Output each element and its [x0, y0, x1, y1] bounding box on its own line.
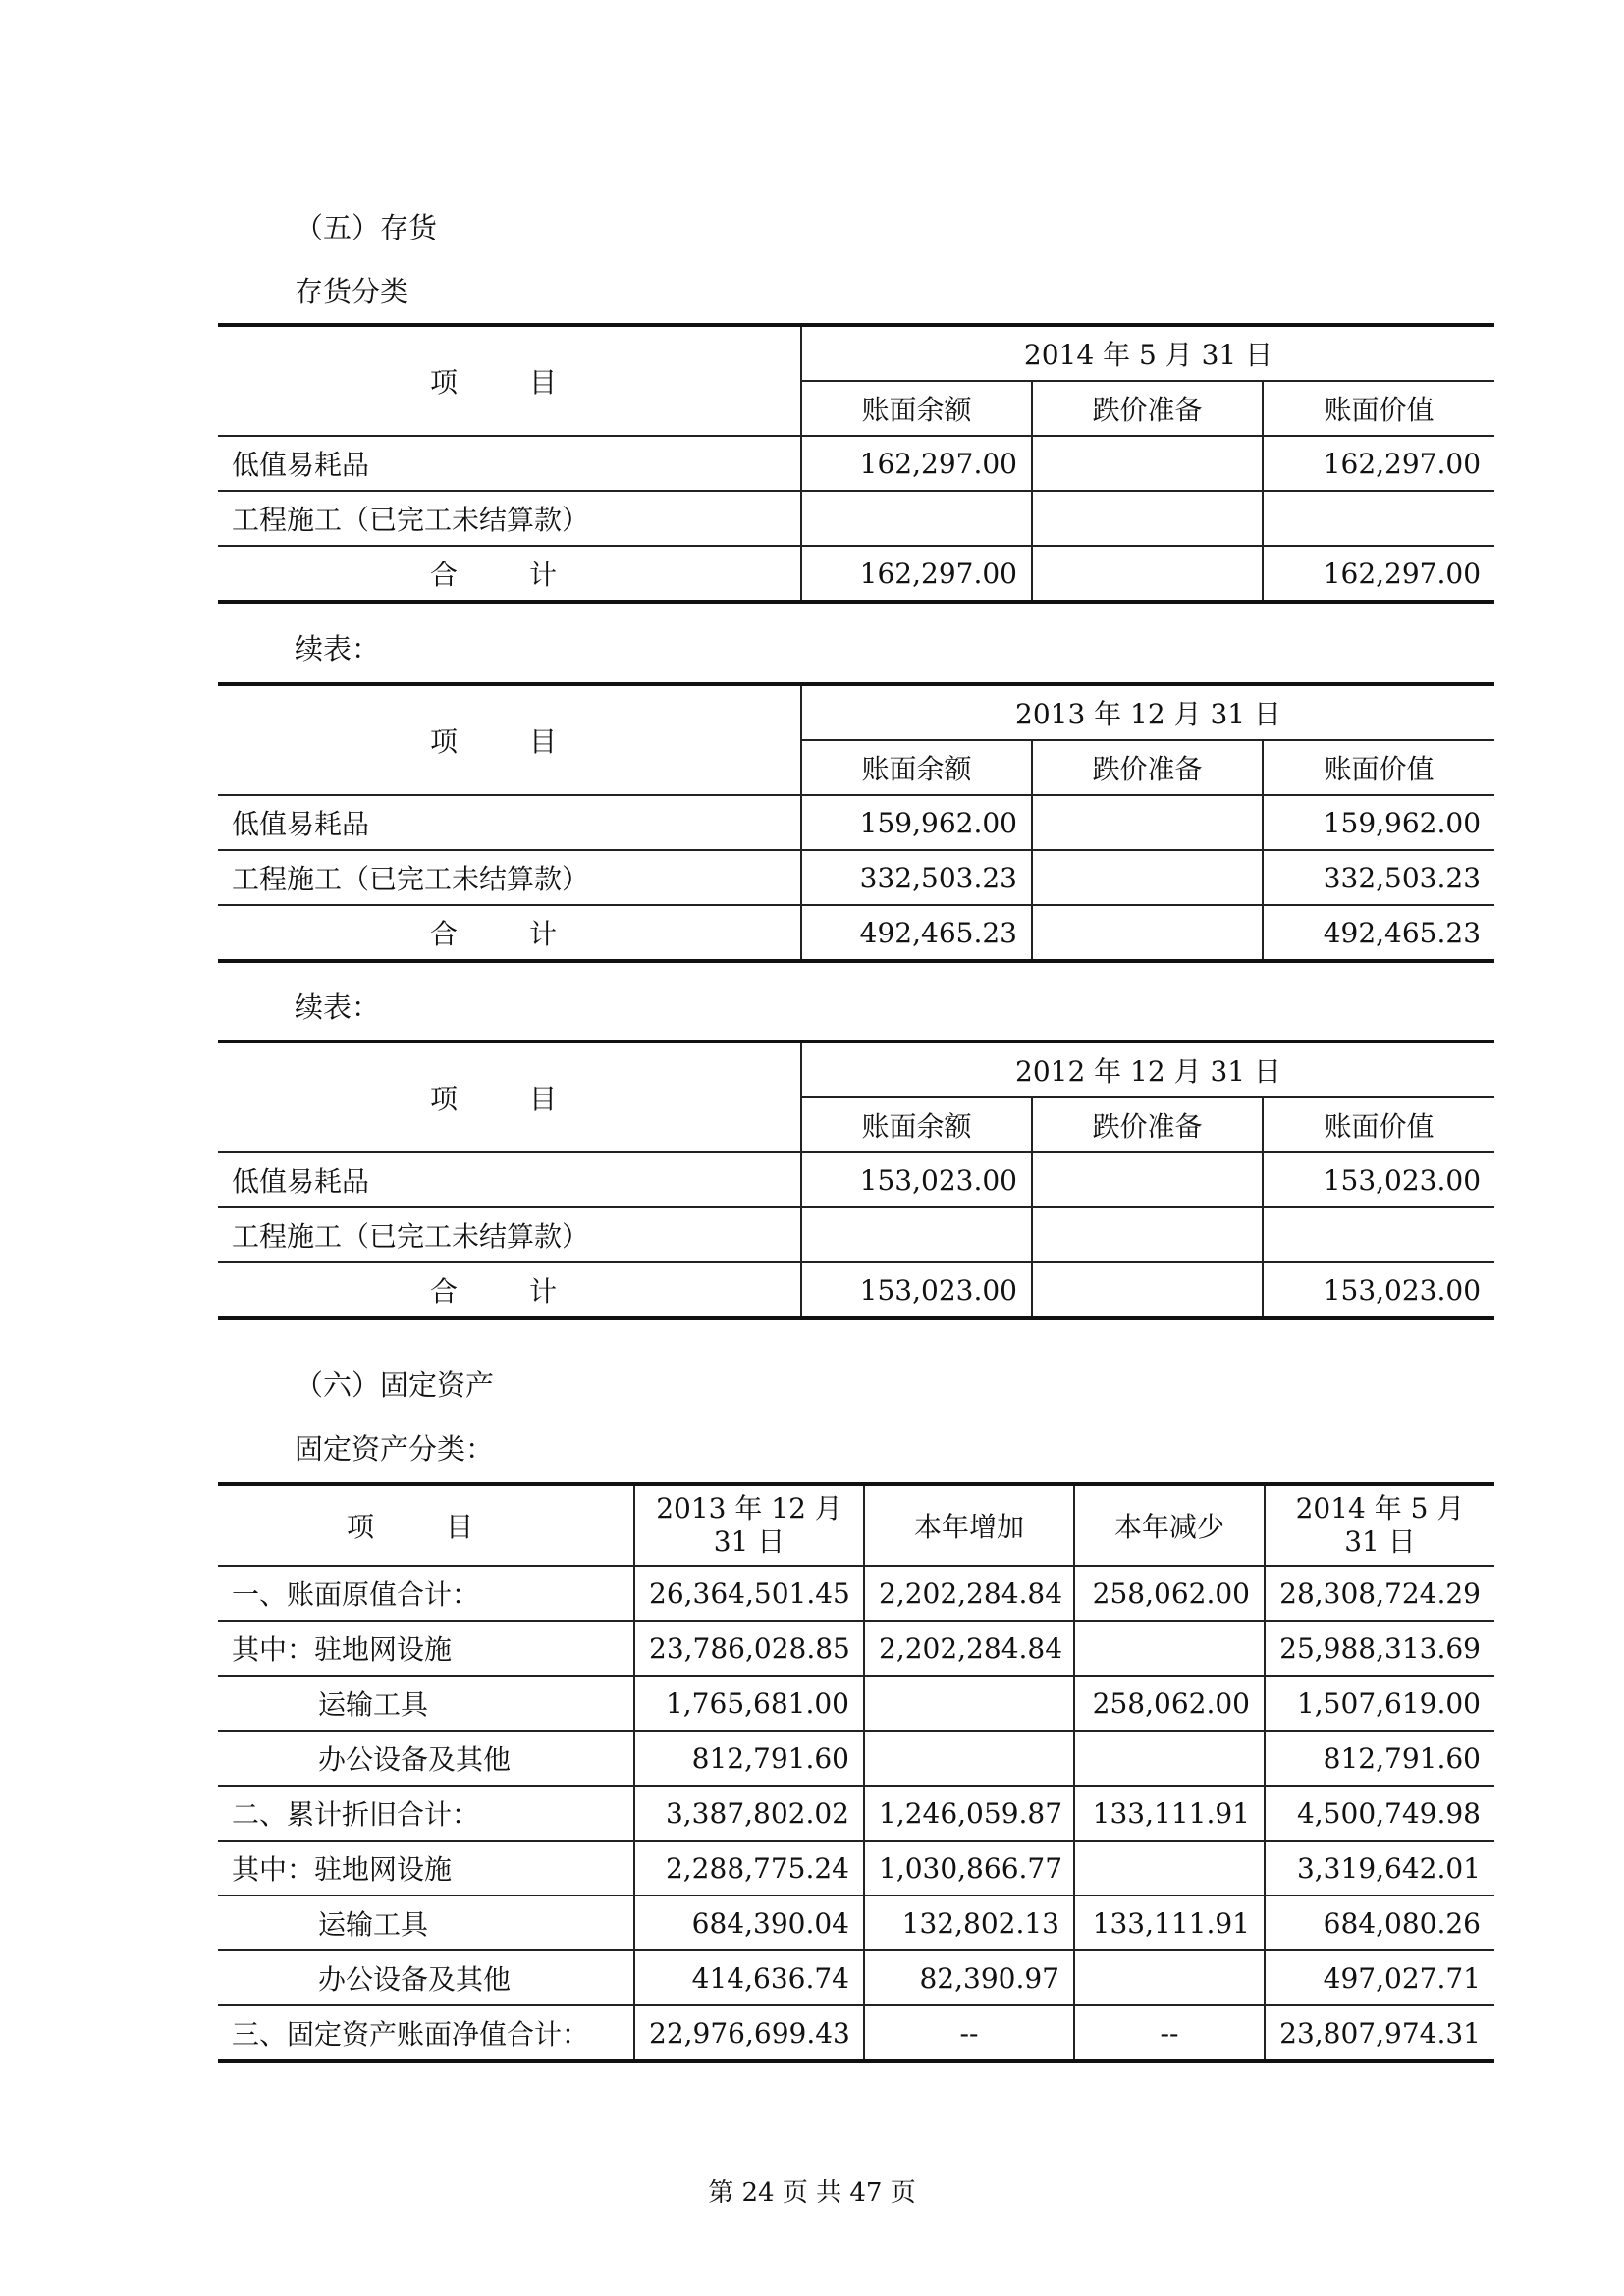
header-item: 项 目: [218, 1484, 634, 1566]
header-item: 项 目: [218, 325, 801, 436]
header-decrease: 本年减少: [1074, 1484, 1265, 1566]
inventory-table-2012: [218, 1040, 1494, 1320]
inventory-table-2014: [218, 323, 1494, 604]
subheading-fixed-assets-classification: 固定资产分类：: [295, 1432, 495, 1466]
header-start-date: 2013 年 12 月 31 日: [634, 1484, 864, 1566]
header-item: 项 目: [218, 684, 801, 795]
table-row: 其中：驻地网设施 23,786,028.85 2,202,284.84 25,988,313.69: [218, 1621, 1494, 1676]
table-row: 办公设备及其他 414,636.74 82,390.97 497,027.71: [218, 1950, 1494, 2005]
table-row: 工程施工（已完工未结算款）: [218, 491, 1494, 546]
header-end-date: 2014 年 5 月 31 日: [1265, 1484, 1494, 1566]
inventory-table-2013: [218, 682, 1494, 963]
header-provision: 跌价准备: [1032, 740, 1263, 795]
table-row: 其中：驻地网设施 2,288,775.24 1,030,866.77 3,319,642.01: [218, 1841, 1494, 1896]
header-balance: 账面余额: [801, 381, 1032, 436]
total-row: 合 计 153,023.00 153,023.00: [218, 1262, 1494, 1318]
table-row: 三、固定资产账面净值合计： 22,976,699.43 -- -- 23,807,974.31: [218, 2005, 1494, 2061]
table-row: 工程施工（已完工未结算款） 332,503.23 332,503.23: [218, 850, 1494, 905]
header-provision: 跌价准备: [1032, 1097, 1263, 1152]
header-value: 账面价值: [1263, 381, 1494, 436]
total-row: 合 计 492,465.23 492,465.23: [218, 905, 1494, 961]
table-row: 运输工具 1,765,681.00 258,062.00 1,507,619.00: [218, 1676, 1494, 1731]
section-heading-inventory: （五）存货: [295, 211, 438, 244]
fixed-assets-table: [218, 1482, 1494, 2063]
table-row: 低值易耗品 159,962.00 159,962.00: [218, 795, 1494, 850]
header-date: 2012 年 12 月 31 日: [801, 1041, 1494, 1097]
table-row: 二、累计折旧合计： 3,387,802.02 1,246,059.87 133,111.91 4,500,749.98: [218, 1786, 1494, 1841]
header-balance: 账面余额: [801, 1097, 1032, 1152]
header-date: 2013 年 12 月 31 日: [801, 684, 1494, 740]
table-row: 低值易耗品 162,297.00 162,297.00: [218, 436, 1494, 491]
header-date: 2014 年 5 月 31 日: [801, 325, 1494, 381]
table-row: 工程施工（已完工未结算款）: [218, 1207, 1494, 1262]
header-value: 账面价值: [1263, 740, 1494, 795]
header-balance: 账面余额: [801, 740, 1032, 795]
header-provision: 跌价准备: [1032, 381, 1263, 436]
table-row: 一、账面原值合计： 26,364,501.45 2,202,284.84 258,062.00 28,308,724.29: [218, 1566, 1494, 1621]
subheading-inventory-classification: 存货分类: [295, 275, 409, 308]
section-heading-fixed-assets: （六）固定资产: [295, 1368, 495, 1402]
header-increase: 本年增加: [864, 1484, 1074, 1566]
table-row: 办公设备及其他 812,791.60 812,791.60: [218, 1731, 1494, 1786]
table-row: 低值易耗品 153,023.00 153,023.00: [218, 1152, 1494, 1207]
total-row: 合 计 162,297.00 162,297.00: [218, 546, 1494, 602]
page-number-footer: 第 24 页 共 47 页: [708, 2178, 916, 2208]
continued-label: 续表：: [295, 632, 381, 666]
header-value: 账面价值: [1263, 1097, 1494, 1152]
header-item: 项 目: [218, 1041, 801, 1152]
continued-label: 续表：: [295, 990, 381, 1024]
table-row: 运输工具 684,390.04 132,802.13 133,111.91 684,080.26: [218, 1896, 1494, 1950]
